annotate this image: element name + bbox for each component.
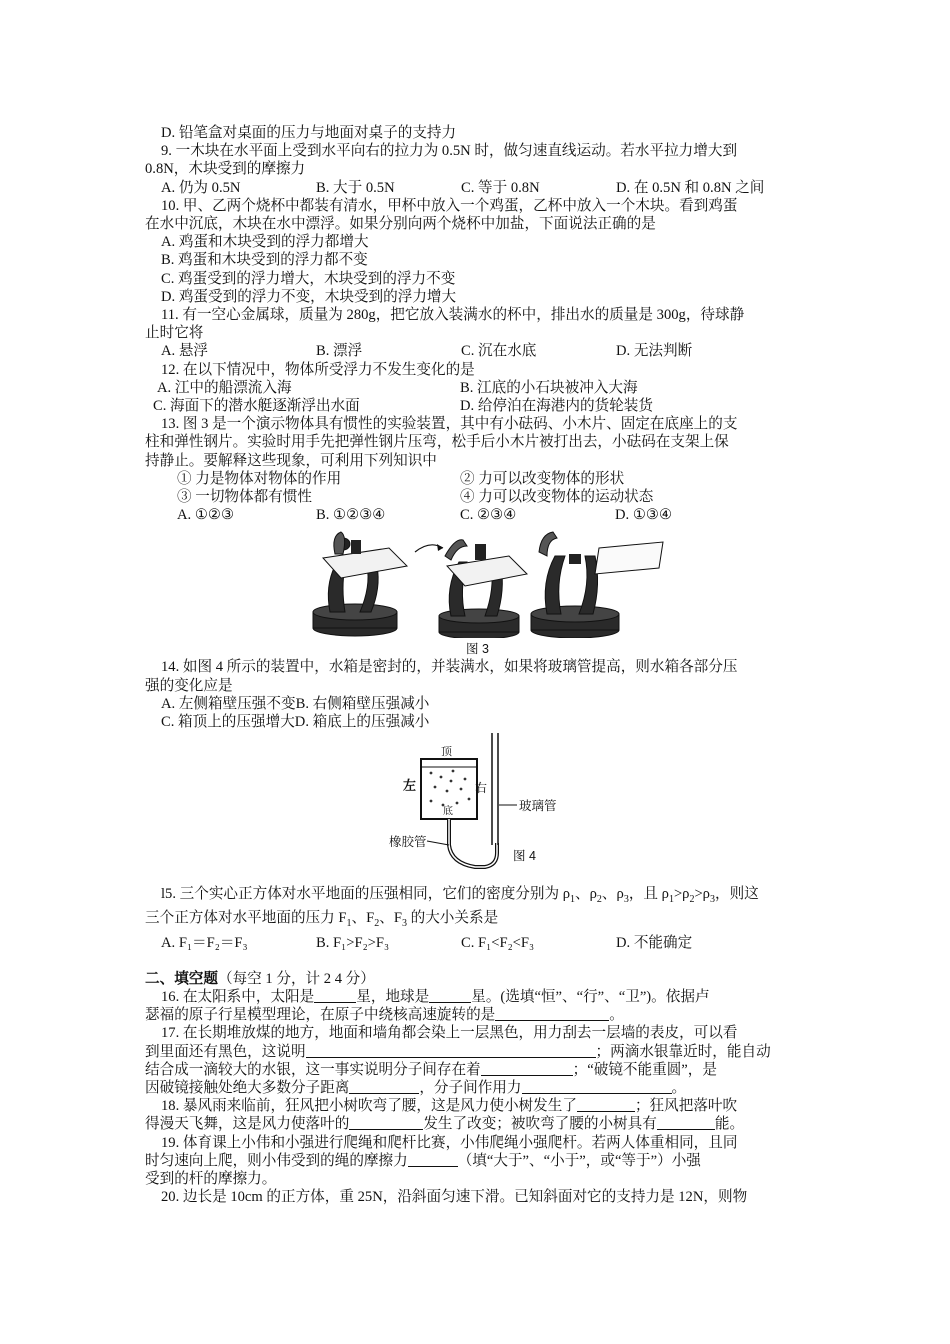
q10-stem-1: 10. 甲、乙两个烧杯中都装有清水，甲杯中放入一个鸡蛋，乙杯中放入一个木块。看到鸡蛋 bbox=[161, 197, 738, 214]
q15-option-a: A. F₁＝F₂＝F₃ bbox=[161, 934, 248, 951]
q12-stem: 12. 在以下情况中，物体所受浮力不发生变化的是 bbox=[161, 361, 475, 378]
q11-stem-1: 11. 有一空心金属球，质量为 280g，把它放入装满水的杯中，排出水的质量是 300g，待球静 bbox=[161, 307, 745, 324]
q13-knowledge-2: ② 力可以改变物体的形状 bbox=[460, 470, 625, 487]
glass-tube-label: 玻璃管 bbox=[519, 799, 557, 814]
q14-option-a: A. 左侧箱壁压强不变 bbox=[161, 695, 296, 712]
q13-stem-2: 柱和弹性钢片。实验时用手先把弹性钢片压弯，松手后小木片被打出去，小砝码在支架上保 bbox=[145, 434, 729, 451]
q13-options bbox=[145, 506, 810, 524]
q18-line-2: 得漫天飞舞，这是风力使落叶的 发生了改变；被吹弯了腰的小树具有 能。 bbox=[145, 1116, 745, 1133]
q18-blank-3[interactable] bbox=[657, 1115, 715, 1130]
q11-option-a: A. 悬浮 bbox=[161, 343, 209, 360]
q12-option-d: D. 给停泊在海港内的货轮装货 bbox=[460, 398, 653, 415]
q16-line-2: 瑟福的原子行星模型理论，在原子中绕核高速旋转的是 。 bbox=[145, 1007, 624, 1024]
q8-option-d: D. 铅笔盒对桌面的压力与地面对桌子的支持力 bbox=[161, 125, 457, 141]
q13-knowledge-4: ④ 力可以改变物体的运动状态 bbox=[460, 489, 654, 506]
q15-options bbox=[145, 934, 810, 952]
figure-4-caption: 图 4 bbox=[513, 849, 536, 864]
q18-blank-1[interactable] bbox=[577, 1097, 635, 1112]
q11-stem-2: 止时它将 bbox=[145, 325, 204, 342]
q18-blank-2[interactable] bbox=[349, 1115, 423, 1130]
section-2-heading: 二、填空题（每空 1 分，计 2 4 分） bbox=[145, 970, 375, 987]
q11-options bbox=[145, 342, 810, 360]
figure-3 bbox=[145, 526, 810, 656]
q12-options-row1 bbox=[145, 379, 810, 397]
q15-stem-2: 三个正方体对水平地面的压力 $F_1$、$F_2$、$F_3$ 的大小关系是 bbox=[145, 910, 499, 930]
tank-top-label: 顶 bbox=[441, 746, 452, 759]
q10-option-a: A. 鸡蛋和木块受到的浮力都增大 bbox=[161, 234, 369, 251]
q15-stem-1: l5. 三个实心正方体对水平地面的压强相同，它们的密度分别为 $\rho_1$、$\rho_2$、$\rho_3$，且 $\rho_1>\rho_2>\rho_3$，则这 bbox=[161, 886, 759, 906]
q17-blank-4[interactable] bbox=[522, 1079, 672, 1094]
q9-option-b: B. 大于 0.5N bbox=[316, 179, 395, 196]
q13-knowledge-1: ① 力是物体对物体的作用 bbox=[177, 470, 342, 487]
q18-line-1: 18. 暴风雨来临前，狂风把小树吹弯了腰，这是风力使小树发生了 ；狂风把落叶吹 bbox=[161, 1098, 738, 1115]
q17-line-4: 因破镜接触处绝大多数分子距离 ，分子间作用力 。 bbox=[145, 1079, 687, 1096]
q17-line-2: 到里面还有黑色，这说明 ；两滴水银靠近时，能自动 bbox=[145, 1043, 771, 1060]
q15-option-b: B. F₁>F₂>F₃ bbox=[316, 934, 390, 951]
q14-option-d: D. 箱底上的压强减小 bbox=[294, 714, 430, 731]
q17-line-1: 17. 在长期堆放煤的地方，地面和墙角都会染上一层黑色，用力刮去一层墙的表皮，可以看 bbox=[161, 1025, 738, 1042]
q13-option-c: C. ②③④ bbox=[460, 507, 517, 524]
q20-line-1: 20. 边长是 10cm 的正方体，重 25N，沿斜面匀速下滑。已知斜面对它的支持力是 12N，则物 bbox=[161, 1189, 748, 1206]
q19-line-1: 19. 体育课上小伟和小强进行爬绳和爬杆比赛，小伟爬绳小强爬杆。若两人体重相同，且同 bbox=[161, 1134, 738, 1151]
q11-option-c: C. 沉在水底 bbox=[461, 343, 537, 360]
q12-option-c: C. 海面下的潜水艇逐渐浮出水面 bbox=[153, 398, 360, 415]
rubber-hose-label: 橡胶管 bbox=[389, 835, 427, 850]
q13-option-d: D. ①③④ bbox=[615, 507, 673, 524]
q13-option-a: A. ①②③ bbox=[177, 507, 235, 524]
q10-stem-2: 在水中沉底，木块在水中漂浮。如果分别向两个烧杯中加盐，下面说法正确的是 bbox=[145, 216, 656, 233]
q16-blank-1[interactable] bbox=[314, 988, 356, 1003]
q13-stem-3: 持静止。要解释这些现象，可利用下列知识中 bbox=[145, 452, 437, 469]
q14-options-row2 bbox=[145, 713, 810, 731]
q17-line-3: 结合成一滴较大的水银，这一事实说明分子间存在着 ；“破镜不能重圆”，是 bbox=[145, 1061, 717, 1078]
q16-blank-3[interactable] bbox=[495, 1006, 609, 1021]
q17-blank-1[interactable] bbox=[306, 1043, 596, 1058]
exam-page bbox=[145, 124, 810, 1206]
tank-left-label: 左 bbox=[403, 778, 417, 794]
q13-option-b: B. ①②③④ bbox=[316, 507, 386, 524]
q15-option-c: C. F₁<F₂<F₃ bbox=[461, 934, 535, 951]
q13-stem-1: 13. 图 3 是一个演示物体具有惯性的实验装置，其中有小砝码、小木片、固定在底座上的支 bbox=[161, 416, 738, 433]
q13-knowledge-row1 bbox=[145, 470, 810, 488]
q12-option-a: A. 江中的船漂流入海 bbox=[157, 379, 292, 396]
tank-right-label: 右 bbox=[475, 781, 488, 796]
q17-blank-3[interactable] bbox=[349, 1079, 419, 1094]
q15-option-d: D. 不能确定 bbox=[616, 934, 693, 951]
figure-3-caption: 图 3 bbox=[466, 642, 489, 657]
q14-option-c: C. 箱顶上的压强增大 bbox=[161, 714, 295, 731]
q16-line-1: 16. 在太阳系中，太阳是 星，地球是 星。(选填“恒”、“行”、“卫”)。依据卢 bbox=[161, 988, 710, 1005]
q12-option-b: B. 江底的小石块被冲入大海 bbox=[460, 379, 638, 396]
tank-bottom-label: 底 bbox=[443, 806, 453, 818]
q14-options-row1 bbox=[145, 695, 810, 713]
q10-option-d: D. 鸡蛋受到的浮力不变，木块受到的浮力增大 bbox=[161, 288, 457, 305]
q12-options-row2 bbox=[145, 397, 810, 415]
q19-line-2: 时匀速向上爬，则小伟受到的绳的摩擦力 （填“大于”、“小于”，或“等于”）小强 bbox=[145, 1152, 701, 1169]
inertia-apparatus-illustration bbox=[145, 526, 810, 638]
q19-blank-1[interactable] bbox=[408, 1152, 458, 1167]
q19-line-3: 受到的杆的摩擦力。 bbox=[145, 1170, 277, 1187]
q11-option-b: B. 漂浮 bbox=[316, 343, 363, 360]
figure-4 bbox=[145, 733, 810, 883]
q9-options bbox=[145, 179, 810, 197]
q13-knowledge-row2 bbox=[145, 488, 810, 506]
q14-stem-1: 14. 如图 4 所示的装置中，水箱是密封的，并装满水，如果将玻璃管提高，则水箱各部分压 bbox=[161, 659, 738, 676]
q9-option-a: A. 仍为 0.5N bbox=[161, 179, 241, 196]
q9-option-c: C. 等于 0.8N bbox=[461, 179, 540, 196]
q13-knowledge-3: ③ 一切物体都有惯性 bbox=[177, 489, 312, 506]
q9-stem-2: 0.8N，木块受到的摩擦力 bbox=[145, 161, 306, 178]
q17-blank-2[interactable] bbox=[481, 1061, 573, 1076]
q9-option-d: D. 在 0.5N 和 0.8N 之间 bbox=[616, 179, 765, 196]
q14-option-b: B. 右侧箱壁压强减小 bbox=[295, 695, 430, 712]
q10-option-c: C. 鸡蛋受到的浮力增大，木块受到的浮力不变 bbox=[161, 270, 456, 287]
q11-option-d: D. 无法判断 bbox=[616, 343, 693, 360]
q10-option-b: B. 鸡蛋和木块受到的浮力都不变 bbox=[161, 252, 368, 269]
q16-blank-2[interactable] bbox=[429, 988, 471, 1003]
q9-stem-1: 9. 一木块在水平面上受到水平向右的拉力为 0.5N 时，做匀速直线运动。若水平拉力增大到 bbox=[161, 143, 738, 160]
q14-stem-2: 强的变化应是 bbox=[145, 677, 233, 694]
water-tank-illustration bbox=[145, 733, 810, 883]
